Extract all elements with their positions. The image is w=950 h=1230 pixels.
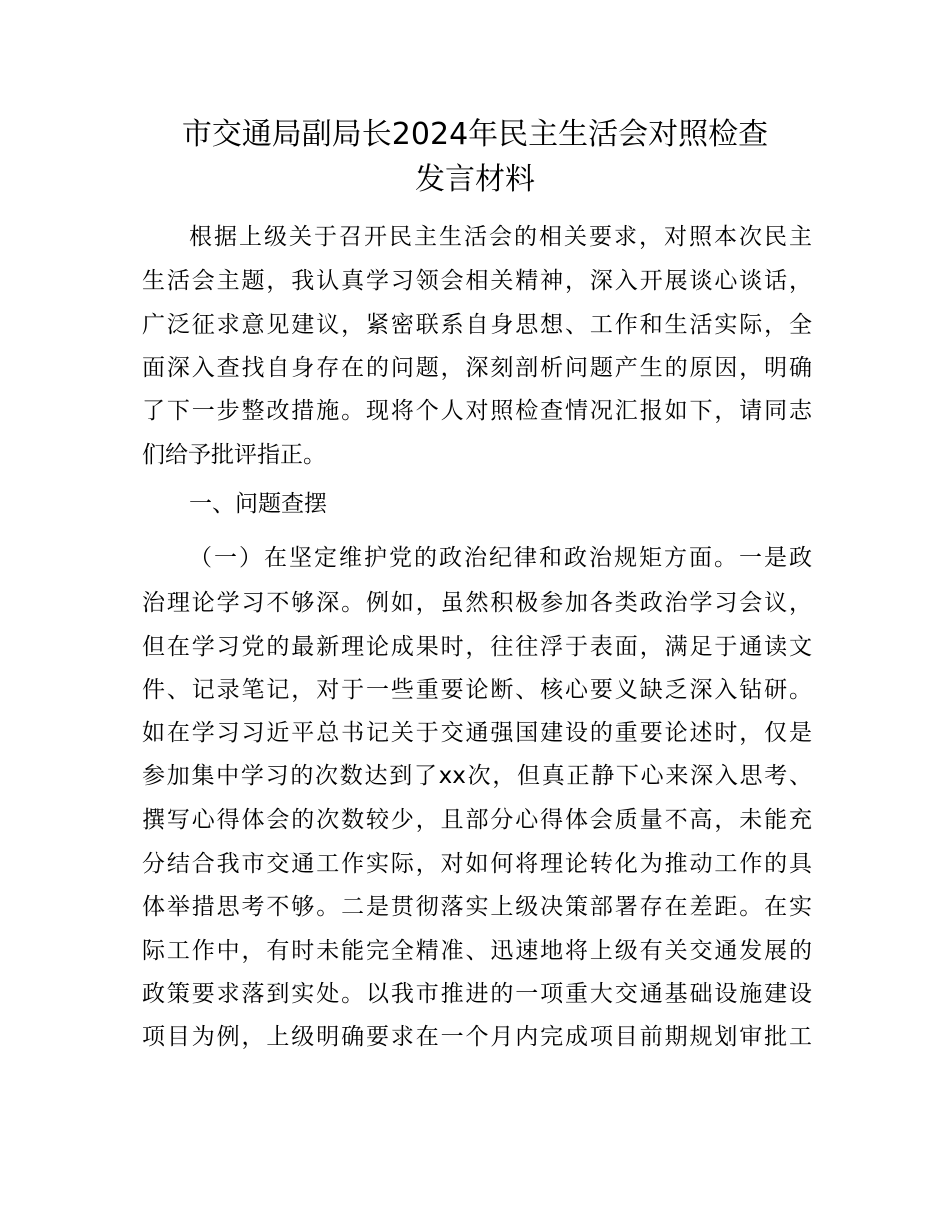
- section-heading-1: 一、问题查摆: [189, 491, 327, 517]
- paragraph-2-line-6: 参加集中学习的次数达到了xx次，但真正静下心来深入思考、: [142, 763, 812, 789]
- paragraph-2-line-10: 际工作中，有时未能完全精准、迅速地将上级有关交通发展的: [142, 938, 812, 964]
- document-title-line-2: 发言材料: [415, 162, 535, 197]
- paragraph-1-line-5: 了下一步整改措施。现将个人对照检查情况汇报如下，请同志: [142, 398, 812, 424]
- paragraph-2-line-11: 政策要求落到实处。以我市推进的一项重大交通基础设施建设: [142, 981, 812, 1007]
- paragraph-2-line-8: 分结合我市交通工作实际，对如何将理论转化为推动工作的具: [142, 851, 812, 877]
- paragraph-1-line-4: 面深入查找自身存在的问题，深刻剖析问题产生的原因，明确: [142, 355, 812, 381]
- paragraph-2-line-4: 件、记录笔记，对于一些重要论断、核心要义缺乏深入钻研。: [142, 677, 812, 703]
- paragraph-2-line-2: 治理论学习不够深。例如，虽然积极参加各类政治学习会议，: [142, 590, 812, 616]
- paragraph-2-line-1: （一）在坚定维护党的政治纪律和政治规矩方面。一是政: [189, 545, 812, 571]
- paragraph-2-line-5: 如在学习习近平总书记关于交通强国建设的重要论述时，仅是: [142, 720, 812, 746]
- paragraph-1-line-6: 们给予批评指正。: [142, 442, 326, 468]
- document-title-line-1: 市交通局副局长2024年民主生活会对照检查: [181, 117, 769, 152]
- paragraph-2-line-12: 项目为例，上级明确要求在一个月内完成项目前期规划审批工: [142, 1024, 812, 1050]
- paragraph-1-line-1: 根据上级关于召开民主生活会的相关要求，对照本次民主: [189, 224, 812, 250]
- paragraph-1-line-3: 广泛征求意见建议，紧密联系自身思想、工作和生活实际，全: [142, 312, 812, 338]
- paragraph-2-line-7: 撰写心得体会的次数较少，且部分心得体会质量不高，未能充: [142, 807, 812, 833]
- paragraph-1-line-2: 生活会主题，我认真学习领会相关精神，深入开展谈心谈话，: [142, 268, 812, 294]
- paragraph-2-line-3: 但在学习党的最新理论成果时，往往浮于表面，满足于通读文: [142, 634, 812, 660]
- paragraph-2-line-9: 体举措思考不够。二是贯彻落实上级决策部署存在差距。在实: [142, 894, 812, 920]
